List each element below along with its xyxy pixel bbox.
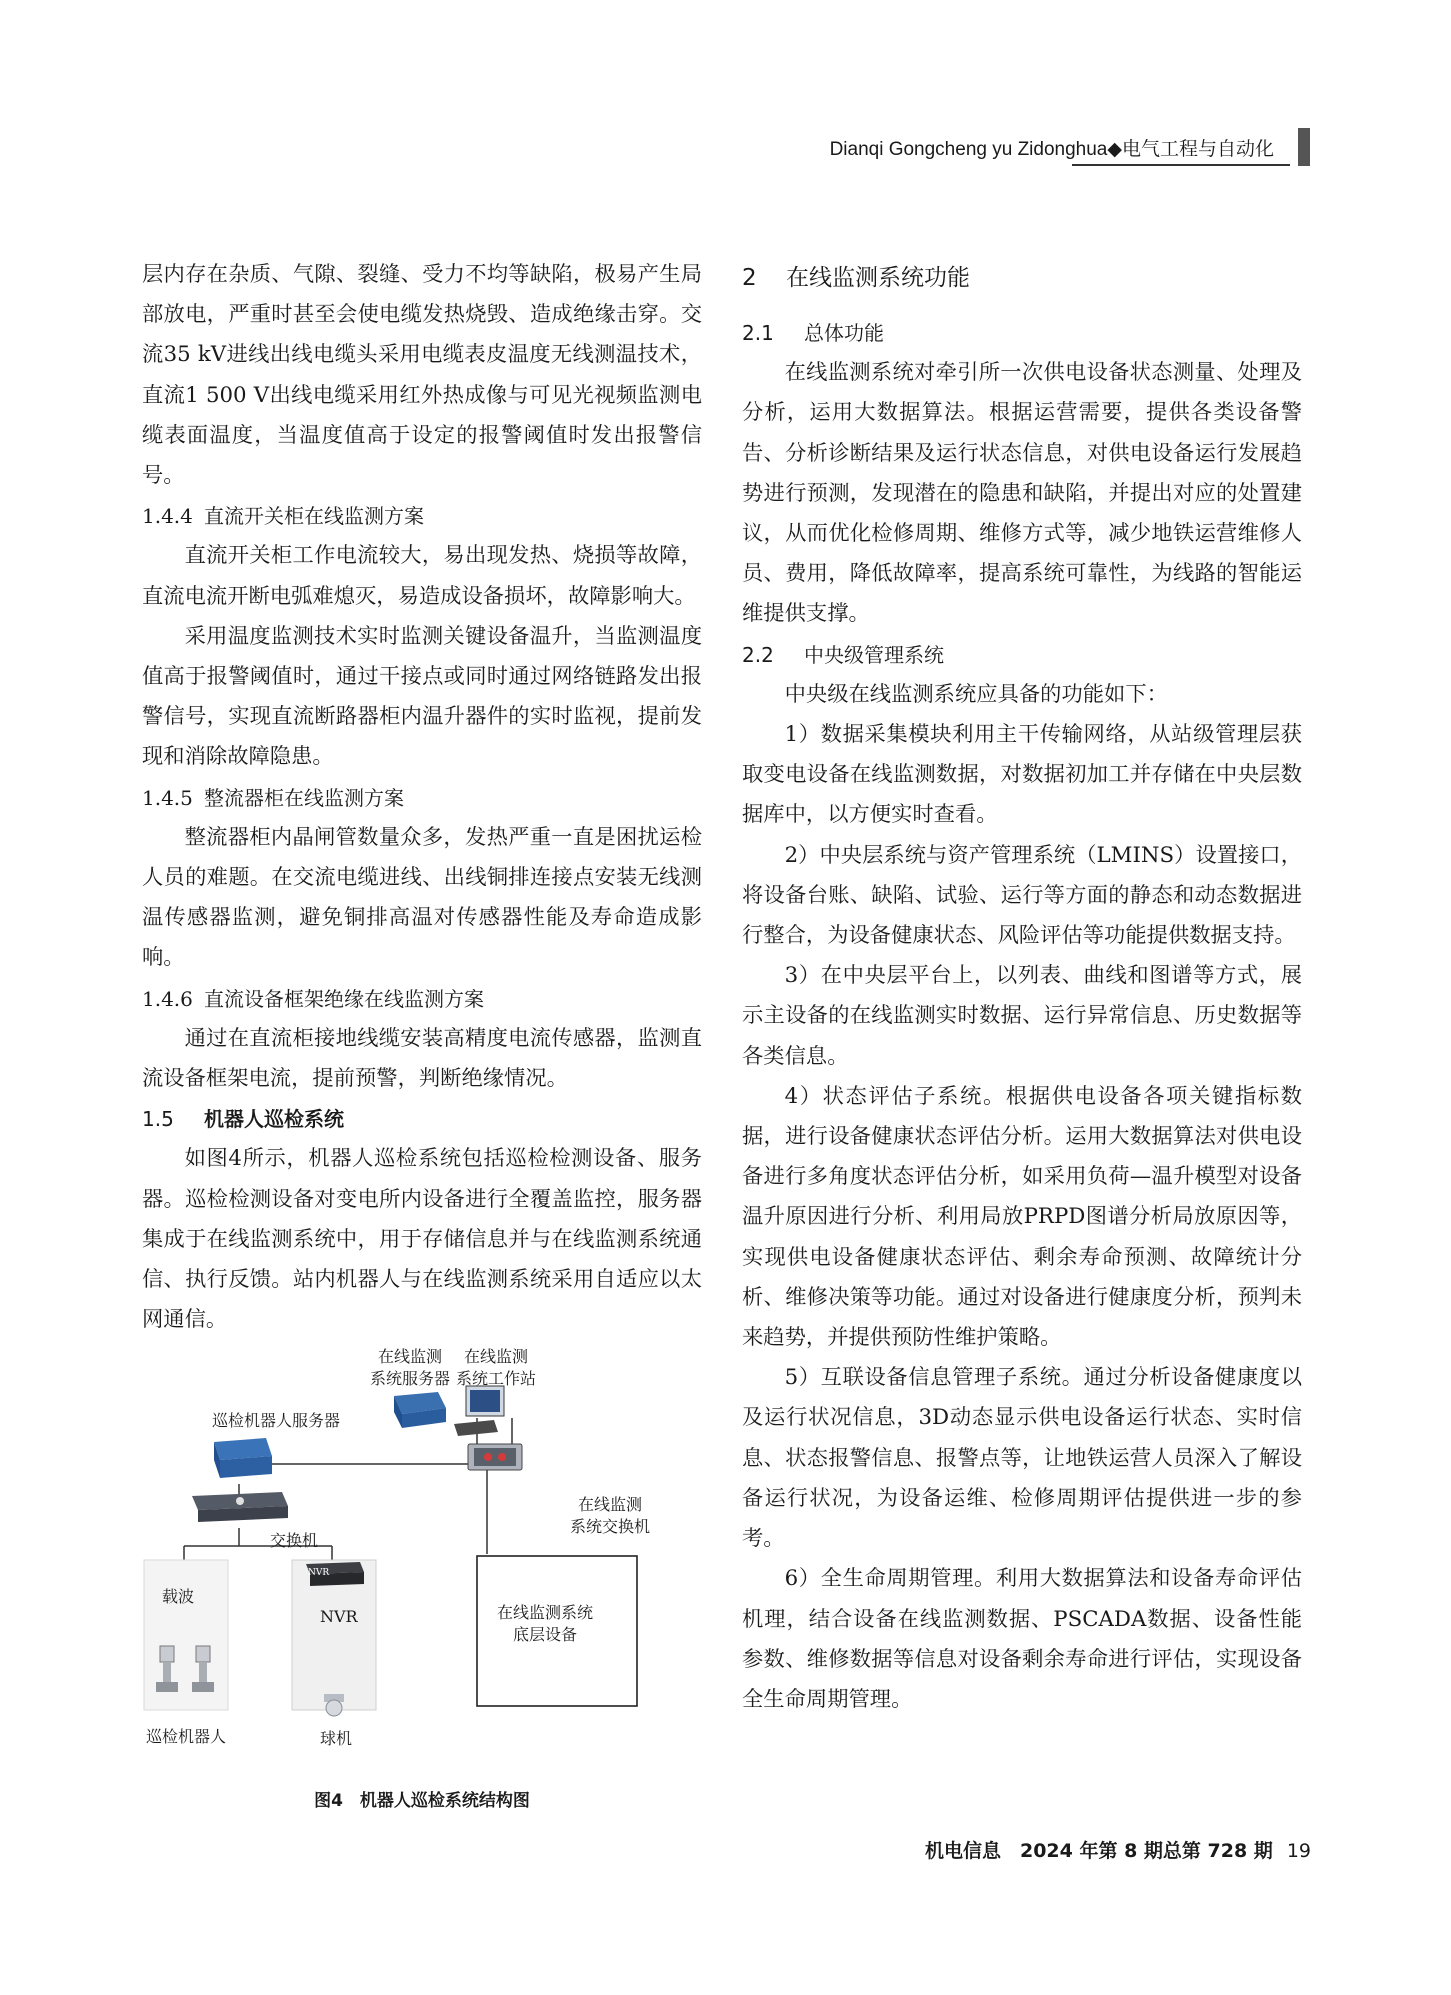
bottom-device-label: 在线监测系统 底层设备 (497, 1603, 594, 1645)
paragraph: 中央级在线监测系统应具备的功能如下： (784, 681, 1168, 707)
section-heading-1-4-4 (142, 496, 702, 536)
section-number: 2 (742, 265, 757, 291)
nvr-label: NVR (320, 1607, 358, 1627)
left-column (142, 255, 702, 1812)
issue-info: 机电信息 2024 年第 8 期总第 728 期 (924, 1840, 1273, 1862)
switch-icon (192, 1492, 288, 1522)
header-bar (1298, 128, 1310, 166)
server-label: 在线监测 系统服务器 (370, 1347, 451, 1389)
figure-caption: 图4 机器人巡检系统结构图 (314, 1791, 530, 1812)
list-item: 6）全生命周期管理。利用大数据算法和设备寿命评估机理，结合设备在线监测数据、PSCADA数据、设备性能参数、维修数据等信息对设备剩余寿命进行评估，实现设备全生命周期管理。 (742, 1566, 1302, 1712)
section-heading-1-4-6 (142, 979, 702, 1019)
paragraph: 通过在直流柜接地线缆安装高精度电流传感器，监测直流设备框架电流，提前预警，判断绝缘情况。 (142, 1025, 702, 1092)
switch-label: 交换机 (270, 1531, 319, 1551)
section-title: 整流器柜在线监测方案 (204, 785, 404, 810)
section-title: 总体功能 (804, 321, 884, 345)
section-number: 1.4.5 (142, 785, 193, 810)
section-title: 直流开关柜在线监测方案 (204, 504, 424, 529)
online-switch-label: 在线监测 系统交换机 (570, 1495, 651, 1537)
section-heading-1-4-5 (142, 778, 702, 818)
robot-server-icon (214, 1438, 272, 1478)
section-title: 在线监测系统功能 (786, 265, 970, 291)
list-item: 3）在中央层平台上，以列表、曲线和图谱等方式，展示主设备的在线监测实时数据、运行异常信息、历史数据等各类信息。 (742, 963, 1302, 1069)
section-heading-2-1 (742, 313, 1302, 353)
section-heading-1-5 (142, 1099, 702, 1139)
dome-camera-label: 球机 (320, 1729, 353, 1749)
list-item: 2）中央层系统与资产管理系统（LMINS）设置接口，将设备台账、缺陷、试验、运行等方面的静态和动态数据进行整合，为设备健康状态、风险评估等功能提供数据支持。 (742, 842, 1302, 949)
figure-4 (142, 1346, 702, 1812)
paragraph: 直流开关柜工作电流较大，易出现发热、烧损等故障，直流电流开断电弧难熄灭，易造成设备损坏，故障影响大。 (142, 543, 702, 609)
nvr-badge: NVR (308, 1568, 330, 1579)
workstation-icon (454, 1386, 504, 1436)
section-heading-2-2 (742, 635, 1302, 675)
page-number: 19 (1286, 1840, 1311, 1862)
robot-server-label: 巡检机器人服务器 (212, 1411, 341, 1431)
section-title: 机器人巡检系统 (204, 1107, 344, 1132)
server-icon (394, 1392, 446, 1428)
dome-camera-icon (324, 1694, 344, 1716)
paragraph: 层内存在杂质、气隙、裂缝、受力不均等缺陷，极易产生局部放电，严重时甚至会使电缆发热烧毁、造成绝缘击穿。交流35 kV进线出线电缆头采用电缆表皮温度无线测温技术，直流1 500 V出线电缆采用红外热成像与可见光视频监测电缆表面温度，当温度值高于设定的报警阈值时发出报警信号。 (142, 262, 702, 489)
right-column (742, 255, 1302, 1720)
running-header (770, 128, 1310, 168)
section-number: 1.4.4 (142, 504, 193, 529)
section-number: 1.5 (142, 1107, 174, 1132)
list-item: 5）互联设备信息管理子系统。通过分析设备健康度以及运行状况信息，3D动态显示供电设备运行状态、实时信息、状态报警信息、报警点等，让地铁运营人员深入了解设备运行状况，为设备运维、检修周期评估提供进一步的参考。 (742, 1365, 1302, 1552)
paragraph: 如图4所示，机器人巡检系统包括巡检检测设备、服务器。巡检检测设备对变电所内设备进行全覆盖监控，服务器集成于在线监测系统中，用于存储信息并与在线监测系统通信、执行反馈。站内机器人与在线监测系统采用自适应以太网通信。 (142, 1146, 702, 1333)
paragraph: 采用温度监测技术实时监测关键设备温升，当监测温度值高于报警阈值时，通过干接点或同时通过网络链路发出报警信号，实现直流断路器柜内温升器件的实时监视，提前发现和消除故障隐患。 (142, 623, 702, 770)
header-rule (1072, 164, 1290, 166)
page-footer (925, 1836, 1311, 1863)
robot-label: 巡检机器人 (146, 1727, 227, 1747)
online-switch-icon (468, 1444, 522, 1470)
section-title: 直流设备框架绝缘在线监测方案 (204, 986, 484, 1011)
journal-title: Dianqi Gongcheng yu Zidonghua◆电气工程与自动化 (829, 139, 1274, 160)
section-title: 中央级管理系统 (804, 642, 944, 667)
section-number: 2.1 (742, 321, 774, 345)
section-number: 2.2 (742, 642, 774, 667)
list-item: 1）数据采集模块利用主干传输网络，从站级管理层获取变电设备在线监测数据，对数据初加工并存储在中央层数据库中，以方便实时查看。 (742, 722, 1302, 828)
paragraph: 在线监测系统对牵引所一次供电设备状态测量、处理及分析，运用大数据算法。根据运营需要，提供各类设备警告、分析诊断结果及运行状态信息，对供电设备运行发展趋势进行预测，发现潜在的隐患和缺陷，并提出对应的处置建议，从而优化检修周期、维修方式等，减少地铁运营维修人员、费用，降低故障率，提高系统可靠性，为线路的智能运维提供支撑。 (742, 360, 1302, 627)
paragraph: 整流器柜内晶闸管数量众多，发热严重一直是困扰运检人员的难题。在交流电缆进线、出线铜排连接点安装无线测温传感器监测，避免铜排高温对传感器性能及寿命造成影响。 (142, 824, 702, 971)
list-item: 4）状态评估子系统。根据供电设备各项关键指标数据，进行设备健康状态评估分析。运用大数据算法对供电设备进行多角度状态评估分析，如采用负荷—温升模型对设备温升原因进行分析、利用局放PRPD图谱分析局放原因等，实现供电设备健康状态评估、剩余寿命预测、故障统计分析、维修决策等功能。通过对设备进行健康度分析，预判未来趋势，并提供预防性维护策略。 (742, 1083, 1302, 1351)
workstation-label: 在线监测 系统工作站 (456, 1347, 537, 1389)
section-number: 1.4.6 (142, 986, 193, 1011)
section-heading-2 (742, 255, 1302, 313)
carrier-label: 载波 (162, 1587, 195, 1607)
